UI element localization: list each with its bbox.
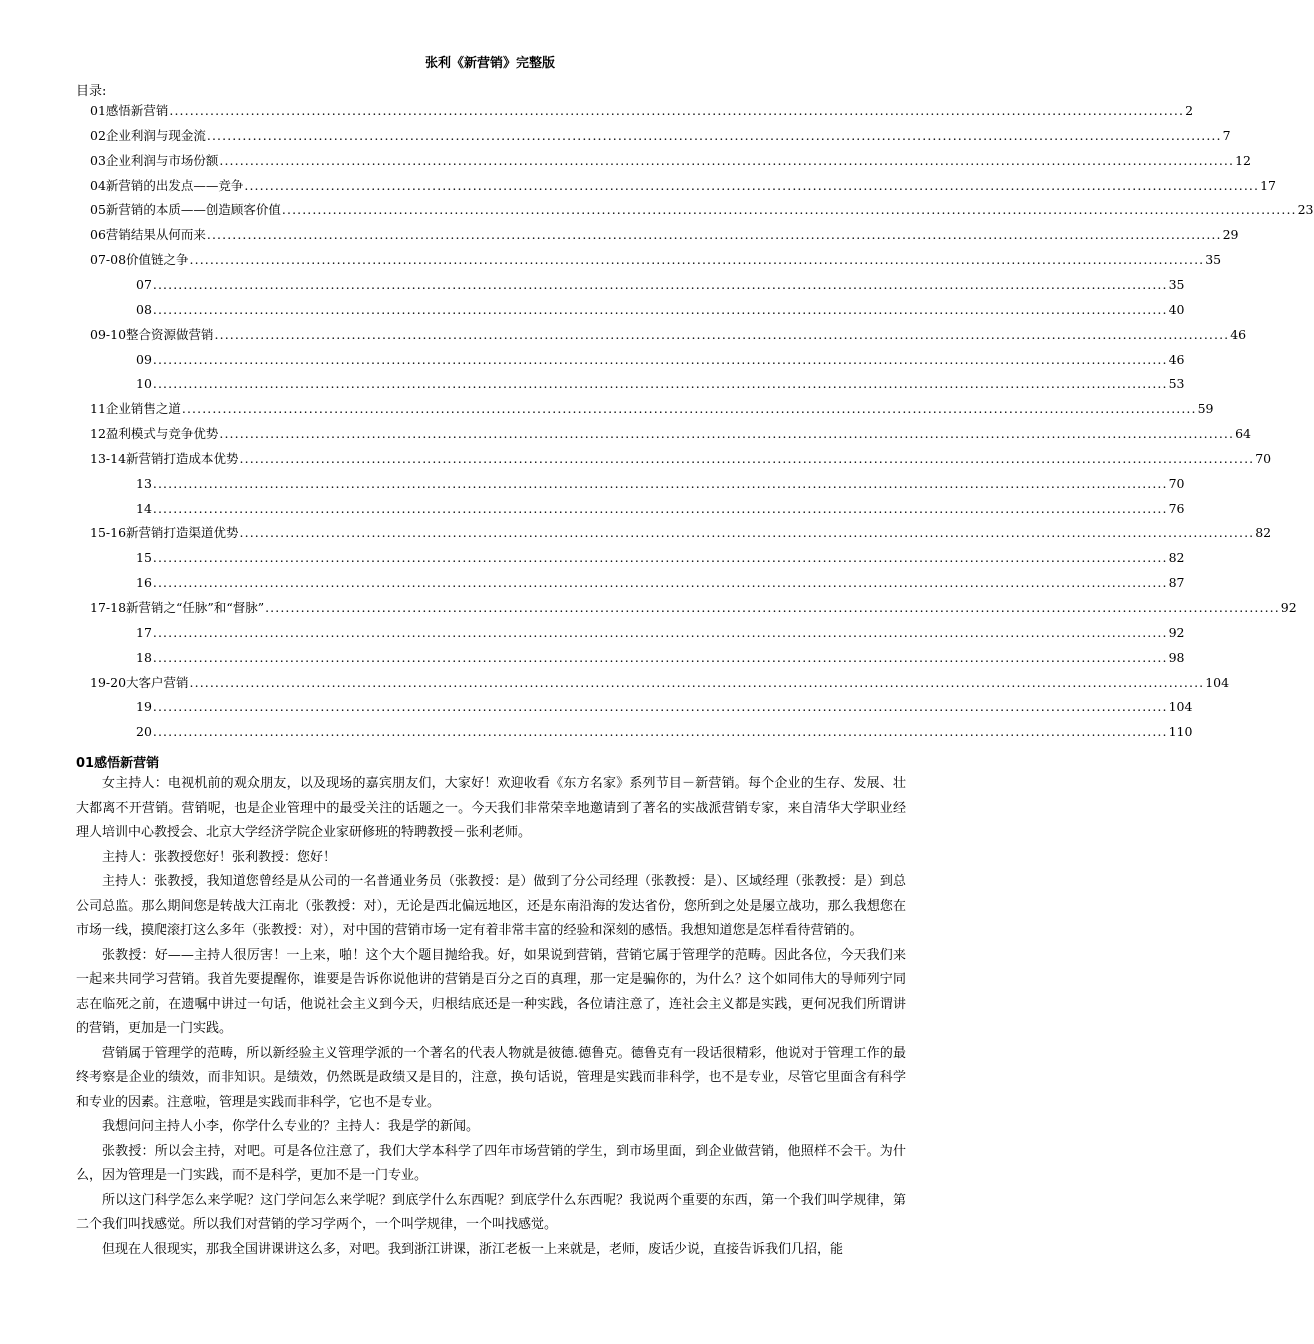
toc-entry-page: 29	[1222, 227, 1239, 243]
toc-entry-label: 02企业利润与现金流	[90, 127, 206, 143]
toc-leader-dots: ........................................................................................................................................................................................................	[181, 401, 1197, 417]
body-paragraph: 主持人：张教授，我知道您曾经是从公司的一名普通业务员（张教授：是）做到了分公司经理（张教授：是）、区域经理（张教授：是）到总公司总监。那么期间您是转战大江南北（张教授：对），无论是西北偏远地区，还是东南沿海的发达省份，您所到之处是屡立战功，那么我想您在市场一线，摸爬滚打这么多年（张教授：对），对中国的营销市场一定有着非常丰富的经验和深刻的感悟。我想知道您是怎样看待营销的。	[76, 874, 906, 938]
toc-leader-dots: ........................................................................................................................................................................................................	[244, 177, 1260, 193]
toc-entry-label: 01感悟新营销	[90, 103, 169, 118]
toc-entry-label: 12盈利模式与竞争优势	[90, 426, 219, 442]
toc-leader-dots: ........................................................................................................................................................................................................	[239, 450, 1255, 466]
toc-leader-dots: ........................................................................................................................................................................................................	[189, 674, 1205, 690]
toc-entry[interactable]	[136, 697, 1193, 717]
toc-entry-label: 06营销结果从何而来	[90, 227, 206, 243]
toc-entry-label: 18	[136, 649, 152, 665]
toc-leader-dots: ........................................................................................................................................................................................................	[214, 326, 1230, 342]
toc-entry-label: 11企业销售之道	[90, 401, 181, 417]
toc-leader-dots: ........................................................................................................................................................................................................	[152, 649, 1168, 665]
toc-leader-dots: ........................................................................................................................................................................................................	[281, 202, 1297, 218]
toc-entry[interactable]	[136, 300, 1185, 320]
toc-entry-label: 19-20大客户营销	[90, 674, 189, 690]
toc-entry-label: 07-08价值链之争	[90, 252, 189, 268]
toc-entry[interactable]	[136, 474, 1185, 494]
toc-entry-page: 35	[1168, 276, 1185, 292]
toc-entry-page: 53	[1168, 376, 1185, 392]
toc-entry[interactable]	[136, 350, 1185, 370]
toc-entry-page: 82	[1168, 550, 1185, 566]
body-paragraph: 张教授：所以会主持，对吧。可是各位注意了，我们大学本科学了四年市场营销的学生，到市场里面，到企业做营销，他照样不会干。为什么，因为管理是一门实践，而不是科学，更加不是一门专业。	[76, 1143, 906, 1183]
toc-entry-label: 10	[136, 376, 152, 392]
document-title: 张利《新营销》完整版	[424, 56, 555, 71]
section-heading: 01感悟新营销	[76, 756, 160, 771]
body-text	[76, 772, 906, 1262]
toc-entry-page: 46	[1168, 351, 1185, 367]
toc-entry[interactable]	[90, 225, 1239, 245]
toc-leader-dots: ........................................................................................................................................................................................................	[152, 475, 1168, 491]
toc-leader-dots: ........................................................................................................................................................................................................	[265, 600, 1280, 615]
toc-leader-dots: ........................................................................................................................................................................................................	[219, 426, 1235, 442]
toc-entry-page: 64	[1235, 426, 1251, 442]
toc-entry[interactable]	[90, 449, 1272, 469]
toc-entry[interactable]	[90, 325, 1247, 345]
toc-leader-dots: ........................................................................................................................................................................................................	[189, 252, 1205, 268]
toc-entry-page: 92	[1280, 600, 1297, 615]
toc-entry-page: 40	[1168, 301, 1185, 317]
body-paragraph: 女主持人：电视机前的观众朋友，以及现场的嘉宾朋友们，大家好！欢迎收看《东方名家》系列节目－新营销。每个企业的生存、发展、壮大都离不开营销。营销呢，也是企业管理中的最受关注的话题之一。今天我们非常荣幸地邀请到了著名的实战派营销专家，来自清华大学职业经理人培训中心教授会、北京大学经济学院企业家研修班的特聘教授－张利老师。	[76, 776, 906, 840]
toc-entry-label: 16	[136, 575, 152, 591]
toc-leader-dots: ........................................................................................................................................................................................................	[152, 624, 1168, 640]
toc-leader-dots: ........................................................................................................................................................................................................	[152, 724, 1168, 740]
body-paragraph: 张教授：好——主持人很厉害！一上来，啪！这个大个题目抛给我。好，如果说到营销，营销它属于管理学的范畴。因此各位，今天我们来一起来共同学习营销。我首先要提醒你，谁要是告诉你说他讲的营销是百分之百的真理，那一定是骗你的，为什么？这个如同伟大的导师列宁同志在临死之前，在遗嘱中讲过一句话，他说社会主义到今天，归根结底还是一种实践，各位请注意了，连社会主义都是实践，更何况我们所谓讲的营销，更加是一门实践。	[76, 947, 906, 1036]
toc-entry[interactable]	[136, 275, 1185, 295]
toc-entry[interactable]	[136, 548, 1185, 568]
toc-entry[interactable]	[90, 126, 1231, 146]
toc-leader-dots: ........................................................................................................................................................................................................	[152, 699, 1168, 715]
toc-entry-page: 104	[1168, 699, 1193, 715]
toc-leader-dots: ........................................................................................................................................................................................................	[152, 575, 1168, 591]
toc-entry[interactable]	[136, 623, 1185, 643]
toc-entry-page: 110	[1168, 724, 1193, 740]
toc-entry-label: 19	[136, 699, 152, 715]
toc-entry-page: 82	[1255, 525, 1272, 541]
toc-entry-label: 09	[136, 351, 152, 367]
body-paragraph: 营销属于管理学的范畴，所以新经验主义管理学派的一个著名的代表人物就是彼德.德鲁克。德鲁克有一段话很精彩，他说对于管理工作的最终考察是企业的绩效，而非知识。是绩效，仍然既是政绩又是目的，注意，换句话说，管理是实践而非科学，也不是专业，尽管它里面含有科学和专业的因素。注意啦，管理是实践而非科学，它也不是专业。	[76, 1045, 906, 1110]
body-paragraph: 所以这门科学怎么来学呢？这门学问怎么来学呢？到底学什么东西呢？到底学什么东西呢？我说两个重要的东西，第一个我们叫学规律，第二个我们叫找感觉。所以我们对营销的学习学两个，一个叫学规律，一个叫找感觉。	[76, 1192, 906, 1232]
toc-entry-label: 14	[136, 500, 152, 516]
body-paragraph: 主持人：张教授您好！张利教授：您好！	[102, 849, 337, 865]
toc-entry[interactable]	[136, 722, 1193, 742]
toc-entry-page: 12	[1235, 152, 1251, 168]
toc-entry-page: 76	[1168, 500, 1185, 516]
toc-entry-label: 05新营销的本质——创造顾客价值	[90, 202, 281, 218]
toc-entry[interactable]	[90, 101, 1194, 121]
toc-leader-dots: ........................................................................................................................................................................................................	[206, 127, 1222, 143]
toc-entry[interactable]	[90, 673, 1230, 693]
toc-entry-page: 104	[1205, 674, 1230, 690]
toc-entry[interactable]	[136, 499, 1185, 519]
body-paragraph: 我想问问主持人小李，你学什么专业的？主持人：我是学的新闻。	[102, 1119, 480, 1134]
toc-entry-label: 04新营销的出发点——竞争	[90, 177, 244, 193]
toc-leader-dots: ........................................................................................................................................................................................................	[152, 276, 1168, 292]
toc-entry[interactable]	[136, 648, 1185, 668]
toc-entry-label: 17	[136, 624, 152, 640]
body-paragraph: 但现在人很现实，那我全国讲课讲这么多，对吧。我到浙江讲课，浙江老板一上来就是，老师，废话少说，直接告诉我们几招，能	[102, 1241, 844, 1257]
toc-leader-dots: ........................................................................................................................................................................................................	[152, 351, 1168, 367]
toc-entry-page: 87	[1168, 575, 1185, 591]
toc-entry-label: 07	[136, 276, 152, 292]
toc-entry-label: 13	[136, 475, 152, 491]
toc-entry-page: 46	[1230, 326, 1247, 342]
toc-leader-dots: ........................................................................................................................................................................................................	[152, 301, 1168, 317]
toc-entry[interactable]	[90, 598, 1297, 618]
toc-entry[interactable]	[90, 151, 1251, 171]
toc-entry-label: 13-14新营销打造成本优势	[90, 450, 239, 466]
toc-entry-label: 08	[136, 301, 152, 317]
toc-entry-page: 2	[1185, 103, 1194, 118]
toc-entry-page: 59	[1197, 401, 1214, 417]
toc-entry-page: 35	[1205, 252, 1222, 268]
toc-entry[interactable]	[90, 176, 1276, 196]
toc-entry[interactable]	[90, 399, 1214, 419]
toc-entry[interactable]	[90, 523, 1272, 543]
toc-entry-label: 09-10整合资源做营销	[90, 326, 214, 342]
toc-entry-page: 70	[1255, 450, 1272, 466]
toc-leader-dots: ........................................................................................................................................................................................................	[206, 227, 1222, 243]
toc-heading: 目录:	[76, 84, 107, 99]
toc-leader-dots: ........................................................................................................................................................................................................	[152, 500, 1168, 516]
toc-entry[interactable]	[136, 573, 1185, 593]
toc-entry[interactable]	[90, 250, 1222, 270]
toc-entry-label: 17-18新营销之“任脉”和“督脉”	[90, 600, 265, 615]
toc-leader-dots: ........................................................................................................................................................................................................	[152, 550, 1168, 566]
toc-entry[interactable]	[136, 374, 1185, 394]
toc-entry-page: 7	[1222, 127, 1231, 143]
toc-entry-label: 15-16新营销打造渠道优势	[90, 525, 239, 541]
toc-entry-page: 17	[1260, 177, 1276, 193]
toc-leader-dots: ........................................................................................................................................................................................................	[239, 525, 1255, 541]
toc-entry-label: 15	[136, 550, 152, 566]
toc-entry-label: 03企业利润与市场份额	[90, 152, 219, 168]
toc-entry[interactable]	[90, 424, 1251, 444]
toc-leader-dots: ........................................................................................................................................................................................................	[219, 152, 1235, 168]
toc-entry-label: 20	[136, 724, 152, 740]
toc-leader-dots: ........................................................................................................................................................................................................	[152, 376, 1168, 392]
toc-entry-page: 92	[1168, 624, 1185, 640]
toc-entry-page: 23	[1297, 202, 1314, 218]
toc-leader-dots: ........................................................................................................................................................................................................	[169, 103, 1185, 118]
toc-entry-page: 70	[1168, 475, 1185, 491]
toc-entry-page: 98	[1168, 649, 1185, 665]
toc-entry[interactable]	[90, 200, 1314, 220]
